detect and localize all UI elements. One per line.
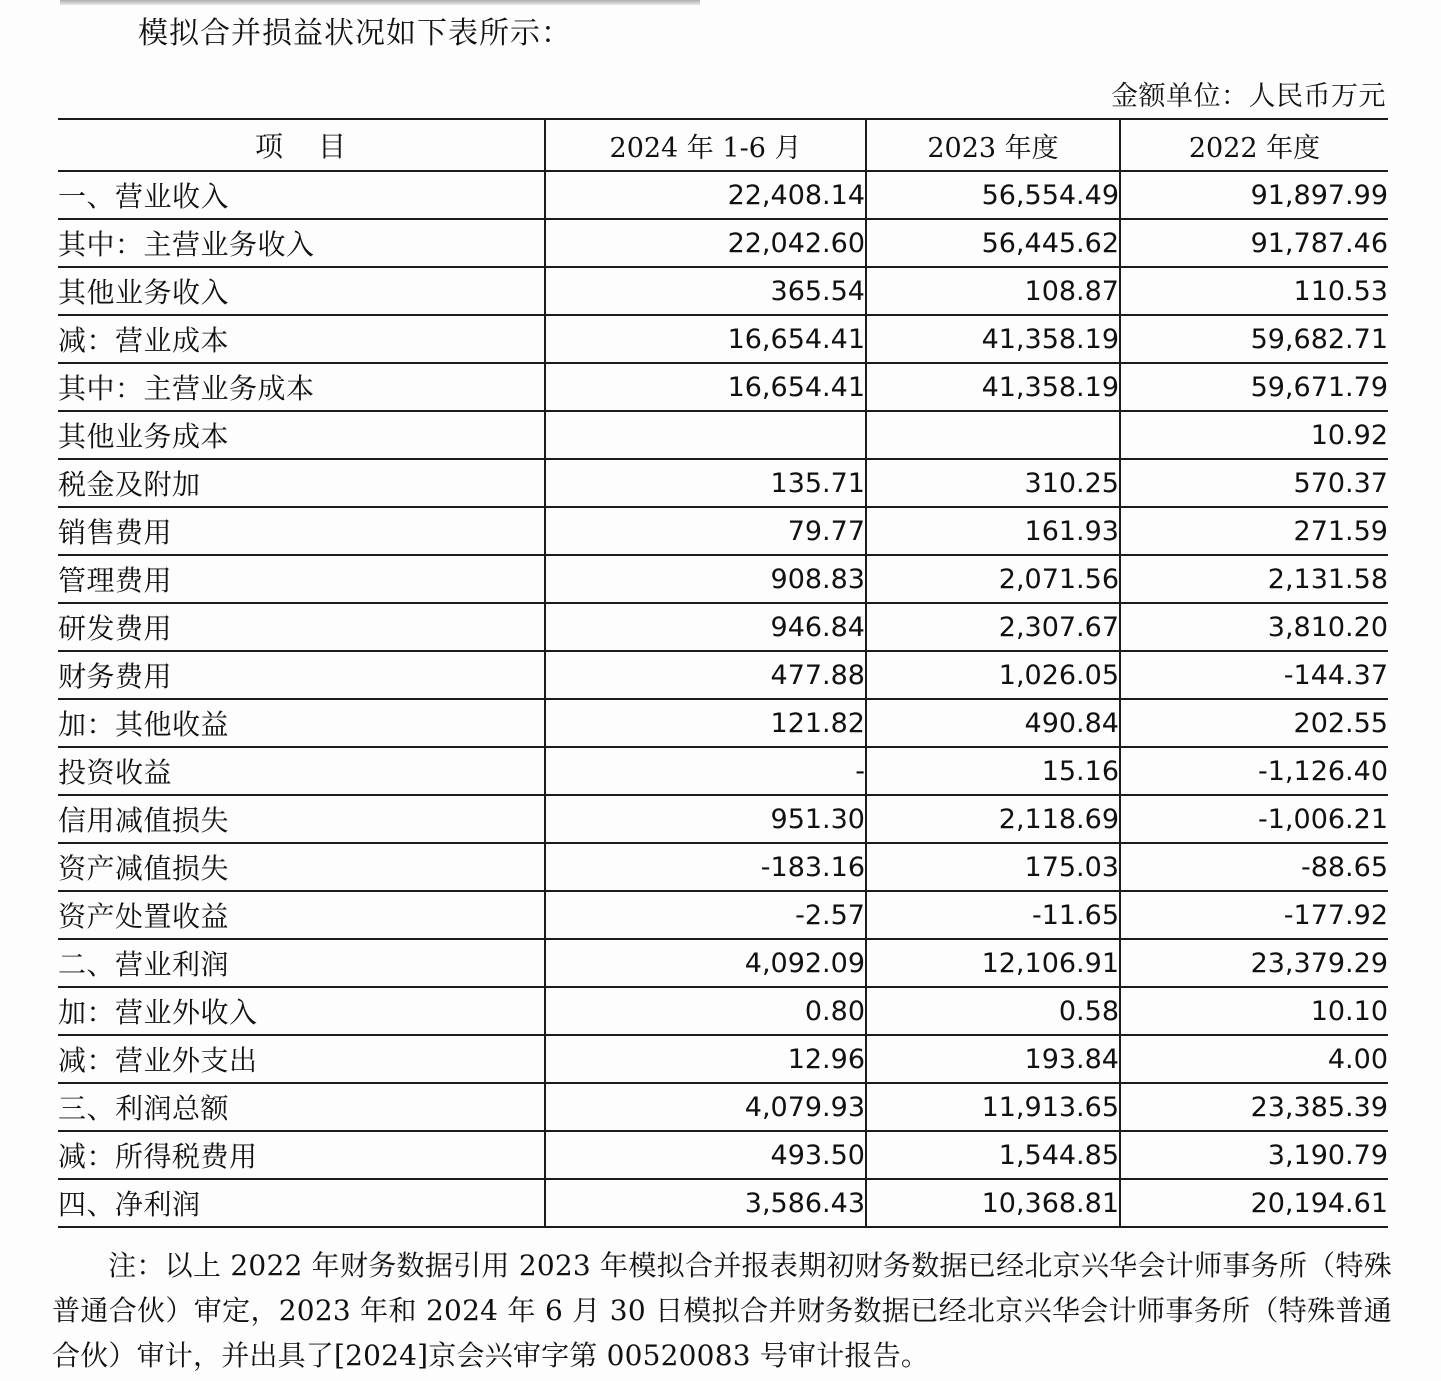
table-row <box>58 507 1388 555</box>
intro-paragraph: 模拟合并损益状况如下表所示： <box>138 16 572 51</box>
row-label: 资产减值损失 <box>58 843 545 891</box>
table-row <box>58 219 1388 267</box>
cell-v2023: -11.65 <box>866 891 1120 939</box>
row-label: 减：营业成本 <box>58 315 545 363</box>
cell-v2024: 79.77 <box>545 507 866 555</box>
cell-v2022: 10.10 <box>1120 987 1388 1035</box>
cell-v2022: 4.00 <box>1120 1035 1388 1083</box>
scan-edge-artifact <box>60 0 700 5</box>
cell-v2023: 56,554.49 <box>866 171 1120 219</box>
cell-v2024: 16,654.41 <box>545 315 866 363</box>
cell-v2023: 1,026.05 <box>866 651 1120 699</box>
cell-v2022: 91,897.99 <box>1120 171 1388 219</box>
cell-v2023: 56,445.62 <box>866 219 1120 267</box>
cell-v2022: 59,671.79 <box>1120 363 1388 411</box>
cell-v2023: 41,358.19 <box>866 363 1120 411</box>
cell-v2022: 23,379.29 <box>1120 939 1388 987</box>
table-body <box>58 171 1388 1227</box>
row-label: 资产处置收益 <box>58 891 545 939</box>
cell-v2023: 11,913.65 <box>866 1083 1120 1131</box>
row-label: 加：营业外收入 <box>58 987 545 1035</box>
cell-v2024: 477.88 <box>545 651 866 699</box>
footnote-block <box>52 1243 1392 1378</box>
cell-v2024: 16,654.41 <box>545 363 866 411</box>
cell-v2024: 135.71 <box>545 459 866 507</box>
table-row <box>58 411 1388 459</box>
cell-v2024: 493.50 <box>545 1131 866 1179</box>
row-label: 减：所得税费用 <box>58 1131 545 1179</box>
row-label: 二、营业利润 <box>58 939 545 987</box>
cell-v2023: 1,544.85 <box>866 1131 1120 1179</box>
cell-v2022: 91,787.46 <box>1120 219 1388 267</box>
cell-v2023: 108.87 <box>866 267 1120 315</box>
cell-v2023 <box>866 411 1120 459</box>
row-label: 其中：主营业务成本 <box>58 363 545 411</box>
row-label: 其中：主营业务收入 <box>58 219 545 267</box>
cell-v2022: 570.37 <box>1120 459 1388 507</box>
row-label: 三、利润总额 <box>58 1083 545 1131</box>
table-row <box>58 267 1388 315</box>
simulated-combined-income-statement-table <box>58 118 1388 1228</box>
cell-v2022: -88.65 <box>1120 843 1388 891</box>
cell-v2024: 22,408.14 <box>545 171 866 219</box>
row-label: 投资收益 <box>58 747 545 795</box>
cell-v2022: 23,385.39 <box>1120 1083 1388 1131</box>
row-label: 其他业务成本 <box>58 411 545 459</box>
cell-v2023: 310.25 <box>866 459 1120 507</box>
cell-v2024: 12.96 <box>545 1035 866 1083</box>
cell-v2024: - <box>545 747 866 795</box>
column-header-item: 项 目 <box>58 119 545 171</box>
cell-v2022: 59,682.71 <box>1120 315 1388 363</box>
cell-v2023: 0.58 <box>866 987 1120 1035</box>
column-header-2023: 2023 年度 <box>866 119 1120 171</box>
cell-v2024: 946.84 <box>545 603 866 651</box>
cell-v2022: 271.59 <box>1120 507 1388 555</box>
table-row <box>58 747 1388 795</box>
table-row <box>58 699 1388 747</box>
cell-v2023: 175.03 <box>866 843 1120 891</box>
table-row <box>58 891 1388 939</box>
amount-unit-note: 金额单位：人民币万元 <box>1111 81 1386 112</box>
table-row <box>58 315 1388 363</box>
cell-v2022: -177.92 <box>1120 891 1388 939</box>
cell-v2022: 2,131.58 <box>1120 555 1388 603</box>
row-label: 加：其他收益 <box>58 699 545 747</box>
cell-v2024: 365.54 <box>545 267 866 315</box>
table-row <box>58 1035 1388 1083</box>
footnote-text: 注：以上 2022 年财务数据引用 2023 年模拟合并报表期初财务数据已经北京兴华会计师事务所（特殊普通合伙）审定，2023 年和 2024 年 6 月 30 日模拟合并财务数据已经北京兴华会计师事务所（特殊普通合伙）审计，并出具了[2024]京会兴审字第 00520083 号审计报告。 <box>52 1249 1392 1372</box>
cell-v2022: 110.53 <box>1120 267 1388 315</box>
cell-v2023: 2,307.67 <box>866 603 1120 651</box>
cell-v2024: 4,079.93 <box>545 1083 866 1131</box>
cell-v2022: 3,810.20 <box>1120 603 1388 651</box>
table-row <box>58 843 1388 891</box>
cell-v2024: 121.82 <box>545 699 866 747</box>
table-row <box>58 987 1388 1035</box>
row-label: 信用减值损失 <box>58 795 545 843</box>
cell-v2022: 10.92 <box>1120 411 1388 459</box>
cell-v2023: 41,358.19 <box>866 315 1120 363</box>
footnote-paragraph <box>52 1243 1392 1378</box>
table-row <box>58 459 1388 507</box>
table-row <box>58 1131 1388 1179</box>
table-row <box>58 171 1388 219</box>
table-header <box>58 119 1388 171</box>
cell-v2024: 0.80 <box>545 987 866 1035</box>
cell-v2024: 22,042.60 <box>545 219 866 267</box>
row-label: 研发费用 <box>58 603 545 651</box>
cell-v2022: 20,194.61 <box>1120 1179 1388 1227</box>
row-label: 财务费用 <box>58 651 545 699</box>
cell-v2023: 10,368.81 <box>866 1179 1120 1227</box>
table-header-row <box>58 119 1388 171</box>
row-label: 管理费用 <box>58 555 545 603</box>
cell-v2024: -2.57 <box>545 891 866 939</box>
row-label: 其他业务收入 <box>58 267 545 315</box>
cell-v2023: 2,118.69 <box>866 795 1120 843</box>
cell-v2022: -1,006.21 <box>1120 795 1388 843</box>
cell-v2023: 193.84 <box>866 1035 1120 1083</box>
table-row <box>58 555 1388 603</box>
row-label: 四、净利润 <box>58 1179 545 1227</box>
table-row <box>58 795 1388 843</box>
cell-v2024: 908.83 <box>545 555 866 603</box>
row-label: 一、营业收入 <box>58 171 545 219</box>
cell-v2023: 15.16 <box>866 747 1120 795</box>
cell-v2022: -1,126.40 <box>1120 747 1388 795</box>
column-header-2022: 2022 年度 <box>1120 119 1388 171</box>
cell-v2022: 202.55 <box>1120 699 1388 747</box>
table-row <box>58 363 1388 411</box>
row-label: 税金及附加 <box>58 459 545 507</box>
cell-v2023: 161.93 <box>866 507 1120 555</box>
table-row <box>58 939 1388 987</box>
cell-v2022: 3,190.79 <box>1120 1131 1388 1179</box>
row-label: 减：营业外支出 <box>58 1035 545 1083</box>
cell-v2024 <box>545 411 866 459</box>
cell-v2024: -183.16 <box>545 843 866 891</box>
table-row <box>58 1083 1388 1131</box>
cell-v2023: 2,071.56 <box>866 555 1120 603</box>
cell-v2022: -144.37 <box>1120 651 1388 699</box>
table-row <box>58 651 1388 699</box>
cell-v2024: 4,092.09 <box>545 939 866 987</box>
cell-v2024: 951.30 <box>545 795 866 843</box>
cell-v2023: 490.84 <box>866 699 1120 747</box>
column-header-2024: 2024 年 1-6 月 <box>545 119 866 171</box>
table-row <box>58 603 1388 651</box>
row-label: 销售费用 <box>58 507 545 555</box>
table-row <box>58 1179 1388 1227</box>
cell-v2024: 3,586.43 <box>545 1179 866 1227</box>
cell-v2023: 12,106.91 <box>866 939 1120 987</box>
